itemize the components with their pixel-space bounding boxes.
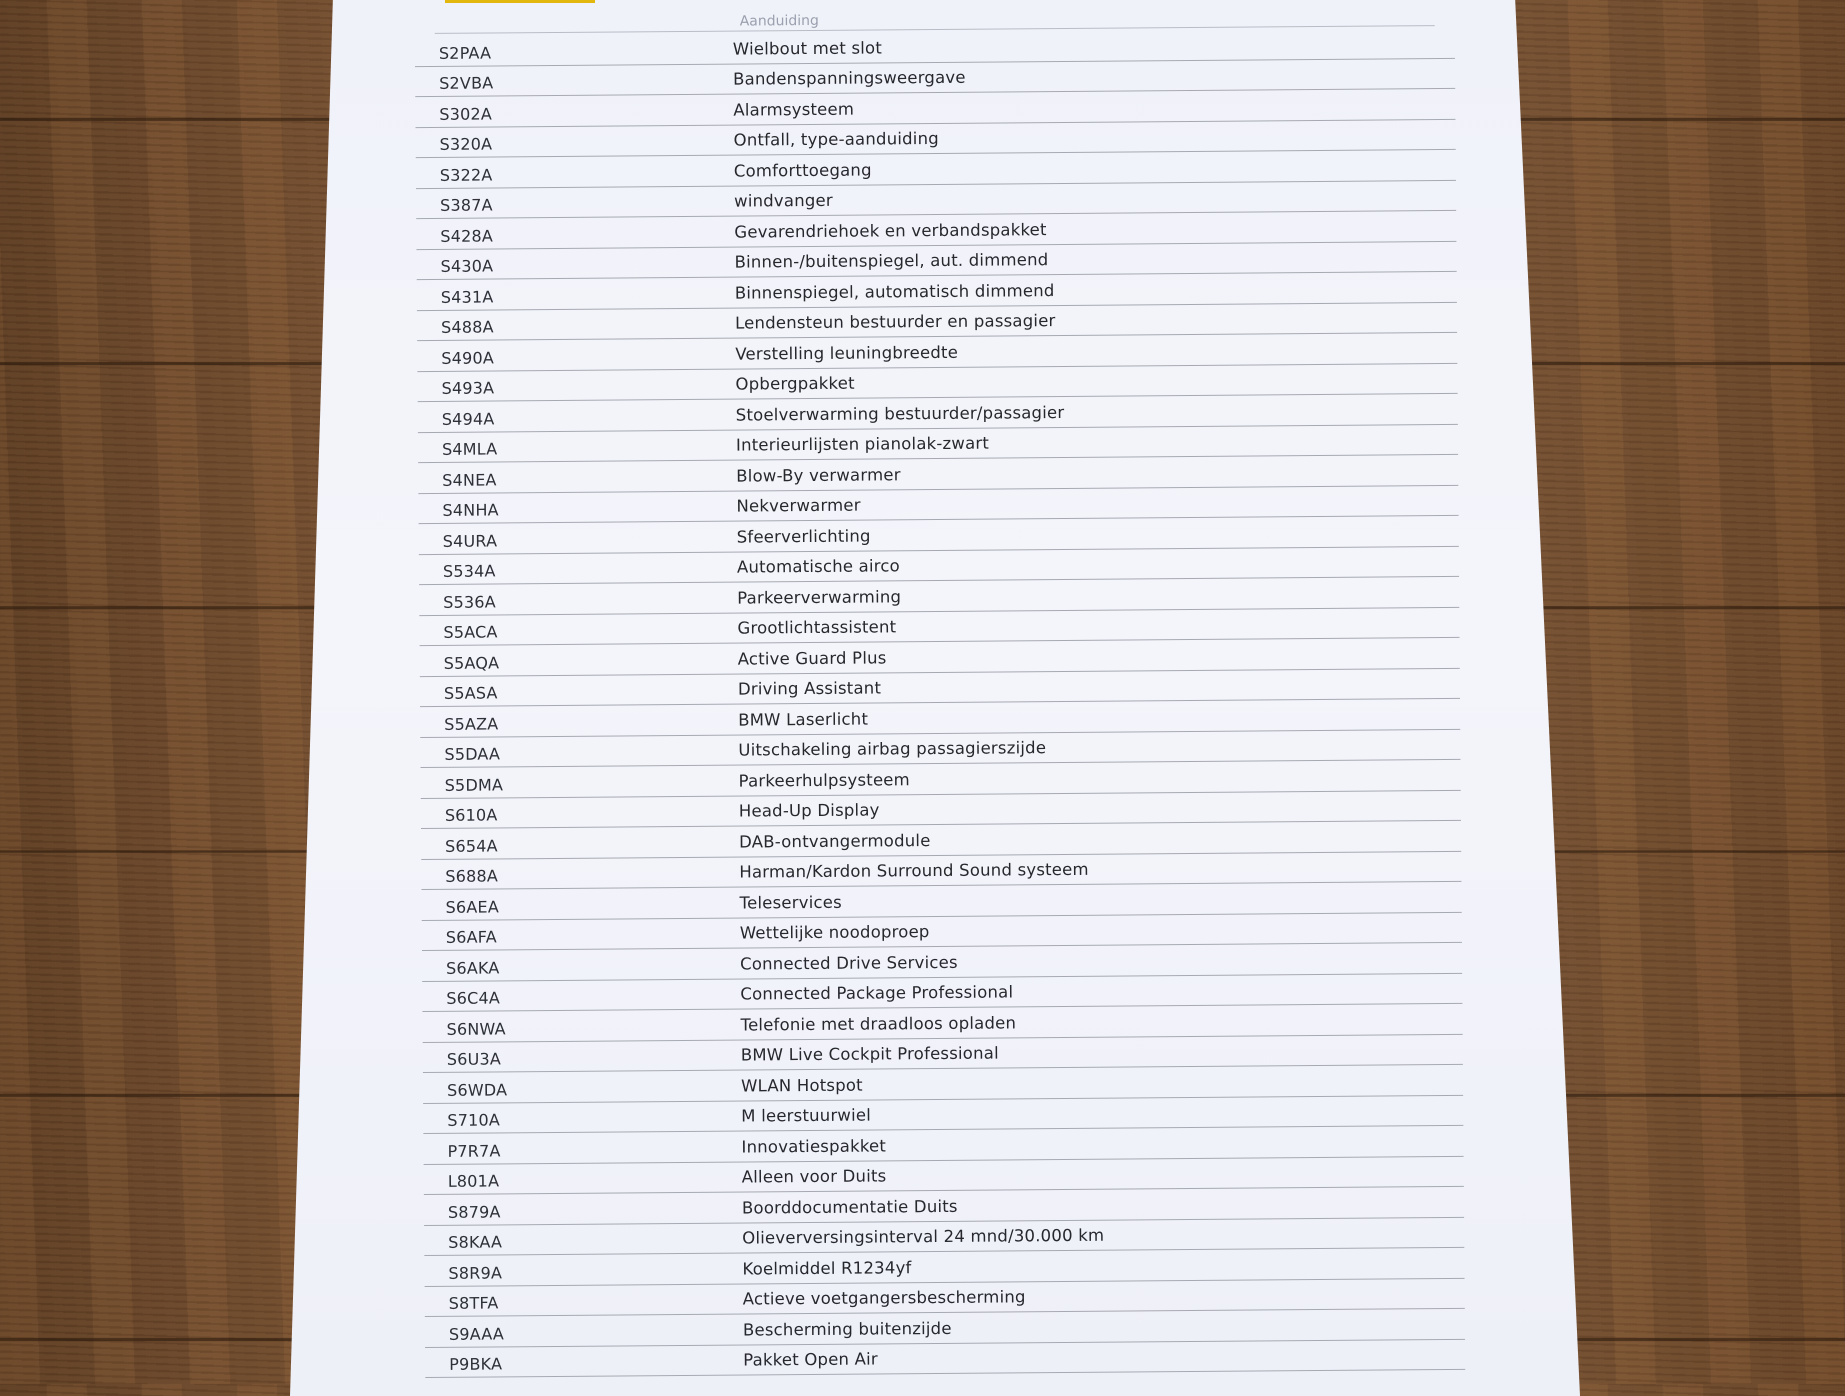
option-description: Binnenspiegel, automatisch dimmend [734, 280, 1055, 303]
option-code: S4NHA [442, 500, 499, 520]
option-code: S5DMA [444, 774, 504, 795]
option-code: S6NWA [446, 1018, 506, 1039]
option-description: Grootlichtassistent [737, 617, 897, 638]
option-description: Ontfall, type-aanduiding [733, 128, 939, 150]
option-description: Verstelling leuningbreedte [735, 342, 959, 364]
option-description: Connected Package Professional [740, 982, 1014, 1004]
option-code: S8R9A [448, 1262, 503, 1283]
option-description: BMW Laserlicht [738, 709, 869, 730]
option-code: S4MLA [441, 439, 498, 459]
option-description: Alleen voor Duits [741, 1166, 887, 1187]
option-description: Parkeerhulpsysteem [738, 769, 910, 791]
option-code: S6AEA [445, 896, 500, 917]
option-code: S534A [442, 561, 496, 581]
option-code: S654A [445, 835, 498, 856]
option-code: S322A [439, 164, 493, 185]
option-description: Nekverwarmer [736, 495, 861, 516]
option-description: Actieve voetgangersbescherming [742, 1287, 1026, 1309]
option-description: Connected Drive Services [739, 952, 958, 974]
option-code: L801A [447, 1171, 500, 1191]
option-code: S387A [440, 195, 493, 215]
option-code: S9AAA [448, 1323, 505, 1344]
option-description: Opbergpakket [735, 373, 855, 394]
option-code: S430A [440, 256, 494, 276]
option-description: Innovatiespakket [741, 1135, 887, 1157]
option-code: S8KAA [448, 1232, 503, 1252]
option-description: Blow-By verwarmer [736, 464, 901, 486]
option-description: Parkeerverwarming [737, 586, 902, 608]
option-code: S2VBA [439, 73, 494, 93]
option-code: S536A [443, 591, 496, 612]
option-description: DAB-ontvangermodule [739, 830, 931, 852]
option-description: Gevarendriehoek en verbandspakket [734, 219, 1047, 242]
option-description: Wielbout met slot [732, 37, 883, 59]
option-code: S488A [440, 317, 494, 337]
option-description: Automatische airco [736, 556, 900, 577]
option-code: S302A [439, 103, 493, 124]
option-description: Head-Up Display [738, 800, 880, 821]
option-code: S5ACA [443, 622, 498, 642]
option-code: S494A [441, 408, 495, 429]
option-description: Active Guard Plus [737, 647, 887, 669]
option-code: S431A [440, 286, 494, 307]
option-code: S879A [447, 1201, 501, 1222]
option-description: Comforttoegang [733, 159, 872, 181]
option-code: S5ASA [443, 683, 498, 703]
option-code: S490A [441, 347, 495, 368]
option-code: S688A [445, 866, 499, 886]
option-description: Sfeerverlichting [736, 526, 871, 547]
column-header: Aanduiding [739, 12, 819, 30]
option-code: S2PAA [438, 42, 492, 63]
option-description: Teleservices [739, 892, 842, 913]
option-description: Wettelijke noodoproep [739, 922, 930, 943]
option-description: Koelmiddel R1234yf [742, 1257, 912, 1279]
option-description: Alarmsysteem [733, 99, 855, 120]
option-code: S493A [441, 378, 495, 398]
option-description: Interieurlijsten pianolak-zwart [735, 433, 990, 455]
option-description: WLAN Hotspot [740, 1075, 863, 1096]
option-description: Boorddocumentatie Duits [741, 1196, 958, 1218]
option-code: S6C4A [446, 988, 501, 1008]
option-code: S6AFA [445, 927, 497, 947]
option-description: M leerstuurwiel [741, 1105, 872, 1126]
option-description: Stoelverwarming bestuurder/passagier [735, 402, 1065, 425]
option-code: S710A [447, 1110, 501, 1130]
option-code: S6U3A [446, 1049, 502, 1069]
option-table [415, 28, 1466, 1378]
option-code: S6AKA [446, 957, 500, 978]
option-code: S5AZA [444, 713, 499, 734]
option-description: Lendensteun bestuurder en passagier [734, 311, 1056, 333]
option-description: BMW Live Cockpit Professional [740, 1043, 999, 1065]
option-code: S4URA [442, 530, 498, 551]
option-code: P9BKA [449, 1354, 503, 1374]
option-description: Bandenspanningsweergave [733, 67, 966, 89]
option-code: S320A [439, 134, 493, 154]
option-code: S8TFA [448, 1293, 499, 1313]
option-code: S428A [440, 225, 494, 246]
option-description: Pakket Open Air [743, 1349, 878, 1370]
option-description: Telefonie met draadloos opladen [740, 1012, 1017, 1035]
option-description: Uitschakeling airbag passagierszijde [738, 738, 1047, 760]
option-description: Binnen-/buitenspiegel, aut. dimmend [734, 250, 1049, 272]
option-code: S5AQA [443, 652, 500, 673]
option-code: S4NEA [442, 469, 497, 490]
option-code: S5DAA [444, 744, 501, 764]
option-code: S6WDA [446, 1079, 508, 1100]
option-code: S610A [444, 805, 498, 825]
option-description: Harman/Kardon Surround Sound systeem [739, 859, 1089, 882]
option-description: Bescherming buitenzijde [742, 1318, 952, 1340]
option-description: windvanger [734, 190, 833, 211]
option-description: Driving Assistant [737, 678, 882, 699]
option-code: P7R7A [447, 1140, 501, 1161]
option-description: Olieverversingsinterval 24 mnd/30.000 km [742, 1225, 1105, 1248]
